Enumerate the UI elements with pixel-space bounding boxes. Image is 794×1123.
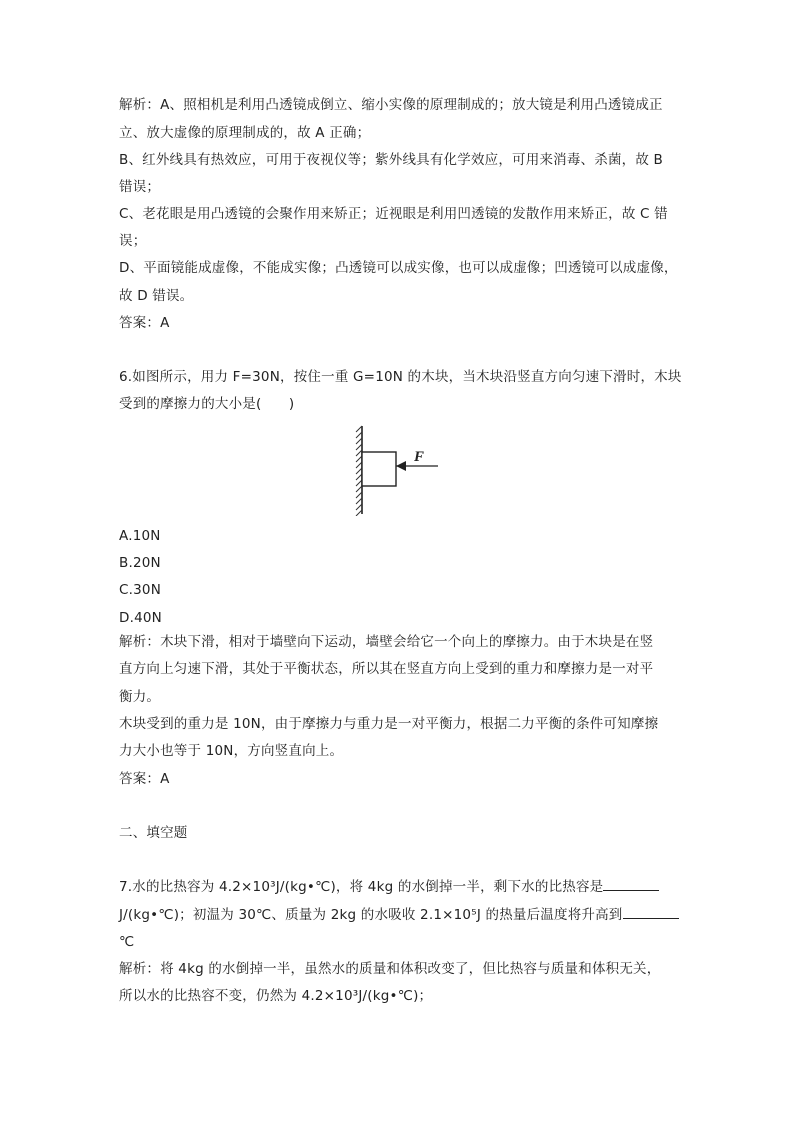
q7-stem-text: 7.水的比热容为 4.2×10³J/(kg•℃)，将 4kg 的水倒掉一半，剩下水的比热容是	[119, 879, 604, 895]
force-label: F	[414, 449, 425, 465]
q5-analysis-line: 立、放大虚像的原理制成的，故 A 正确；	[119, 125, 371, 141]
q5-answer: 答案：A	[119, 315, 170, 331]
q6-analysis-line: 直方向上匀速下滑，其处于平衡状态，所以其在竖直方向上受到的重力和摩擦力是一对平	[119, 661, 654, 677]
section-heading: 二、填空题	[119, 825, 188, 841]
q6-option-d: D.40N	[119, 610, 162, 626]
q5-analysis-line: 错误；	[119, 179, 161, 195]
q6-option-b: B.20N	[119, 555, 161, 571]
wall-block-force-figure	[350, 424, 440, 516]
q7-analysis-line: 解析：将 4kg 的水倒掉一半，虽然水的质量和体积改变了，但比热容与质量和体积无关，	[119, 961, 661, 977]
q7-stem-text: J/(kg•℃)；初温为 30℃、质量为 2kg 的水吸收 2.1×10⁵J 的热量后温度将升高到	[119, 907, 623, 923]
q6-option-a: A.10N	[119, 528, 161, 544]
q6-stem: 受到的摩擦力的大小是( )	[119, 396, 295, 412]
q6-answer: 答案：A	[119, 771, 170, 787]
force-arrow-head	[396, 461, 406, 471]
wooden-block	[362, 452, 396, 486]
q5-analysis-line: 解析：A、照相机是利用凸透镜成倒立、缩小实像的原理制成的；放大镜是利用凸透镜成正	[119, 97, 663, 113]
q5-analysis-line: 误；	[119, 233, 147, 249]
q7-analysis-line: 所以水的比热容不变，仍然为 4.2×10³J/(kg•℃)；	[119, 988, 433, 1004]
q6-analysis-line: 木块受到的重力是 10N，由于摩擦力与重力是一对平衡力，根据二力平衡的条件可知摩擦	[119, 716, 659, 732]
q7-stem-line: ℃	[119, 934, 135, 950]
q6-analysis-line: 力大小也等于 10N，方向竖直向上。	[119, 743, 344, 759]
q6-analysis-line: 解析：木块下滑，相对于墙壁向下运动，墙壁会给它一个向上的摩擦力。由于木块是在竖	[119, 634, 654, 650]
answer-blank	[623, 906, 679, 919]
q6-option-c: C.30N	[119, 582, 161, 598]
q5-analysis-line: D、平面镜能成虚像，不能成实像；凸透镜可以成实像，也可以成虚像；凹透镜可以成虚像，	[119, 260, 678, 276]
q5-analysis-line: 故 D 错误。	[119, 288, 194, 304]
wall-hatching	[356, 426, 362, 516]
q5-analysis-line: B、红外线具有热效应，可用于夜视仪等；紫外线具有化学效应，可用来消毒、杀菌，故 B	[119, 152, 664, 168]
q6-analysis-line: 衡力。	[119, 689, 161, 705]
q5-analysis-line: C、老花眼是用凸透镜的会聚作用来矫正；近视眼是利用凹透镜的发散作用来矫正，故 C 错	[119, 206, 668, 222]
q7-stem-line	[119, 906, 679, 924]
answer-blank	[603, 878, 659, 891]
q7-stem-line	[119, 878, 659, 896]
q6-stem: 6.如图所示，用力 F=30N，按住一重 G=10N 的木块，当木块沿竖直方向匀速下滑时，木块	[119, 369, 682, 385]
